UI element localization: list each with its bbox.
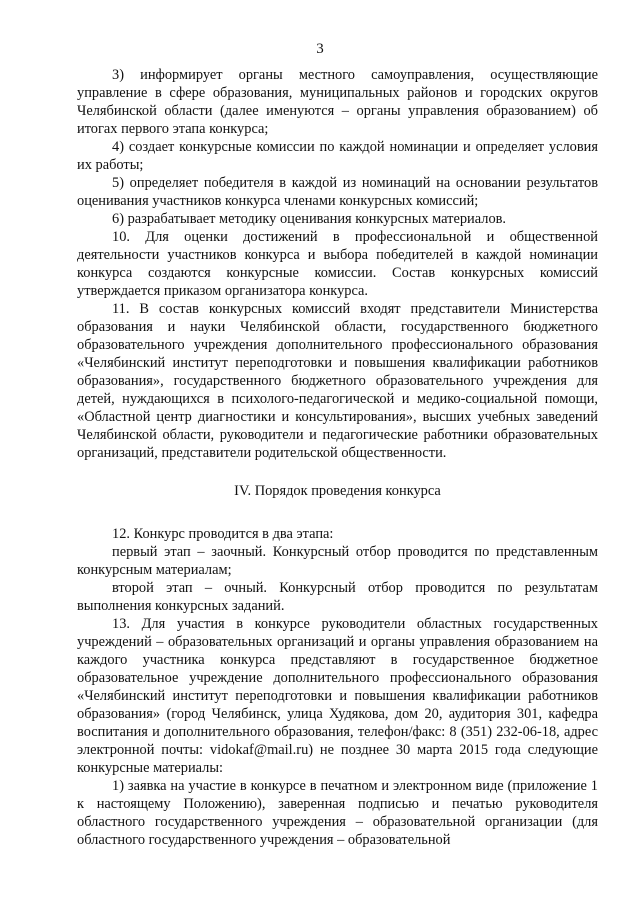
paragraph-clause-13: 13. Для участия в конкурсе руководители областных государственных учреждений – образовательных организаций и органы управления образованием на каждого участника конкурса представляют в государственное бюджетное образовательное учреждение дополнительного профессионального образования «Челябинский институт переподготовки и повышения квалификации работников образования» (город Челябинск, улица Худякова, дом 20, аудитория 301, кафедра воспитания и дополнительного образования, телефон/факс: 8 (351) 232-06-18, адрес электронной почты: vidokaf@mail.ru) не позднее 30 марта 2015 года следующие конкурсные материалы: xyxy=(77,616,598,776)
paragraph-item-4: 4) создает конкурсные комиссии по каждой номинации и определяет условия их работы; xyxy=(77,139,598,173)
paragraph-item-5: 5) определяет победителя в каждой из номинаций на основании результатов оценивания участников конкурса членами конкурсных комиссий; xyxy=(77,175,598,209)
paragraph-first-stage: первый этап – заочный. Конкурсный отбор проводится по представленным конкурсным материалам; xyxy=(77,544,598,578)
paragraph-clause-10: 10. Для оценки достижений в профессиональной и общественной деятельности участников конкурса и выбора победителей в каждой номинации конкурса создаются конкурсные комиссии. Состав конкурсных комиссий утверждается приказом организатора конкурса. xyxy=(77,229,598,299)
document-body xyxy=(77,66,598,849)
paragraph-item-3: 3) информирует органы местного самоуправления, осуществляющие управление в сфере образования, муниципальных районов и городских округов Челябинской области (далее именуются – органы управления образованием) об итогах первого этапа конкурса; xyxy=(77,67,598,137)
section-heading: IV. Порядок проведения конкурса xyxy=(234,483,441,499)
paragraph-clause-12: 12. Конкурс проводится в два этапа: xyxy=(112,526,334,542)
paragraph-item-6: 6) разрабатывает методику оценивания конкурсных материалов. xyxy=(112,211,507,227)
paragraph-clause-11: 11. В состав конкурсных комиссий входят представители Министерства образования и науки Челябинской области, государственного бюджетного образовательного учреждения дополнительного профессионального образования «Челябинский институт переподготовки и повышения квалификации работников образования», государственного бюджетного образовательного учреждения для детей, нуждающихся в психолого-педагогической и медико-социальной помощи, «Областной центр диагностики и консультирования», высших учебных заведений Челябинской области, руководители и педагогические работники образовательных организаций, представители родительской общественности. xyxy=(77,301,598,461)
paragraph-application-item-1: 1) заявка на участие в конкурсе в печатном и электронном виде (приложение 1 к настоящему Положению), заверенная подписью и печатью руководителя областного государственного учреждения – образовательной организации (для областного государственного учреждения – образовательной xyxy=(77,778,598,848)
paragraph-second-stage: второй этап – очный. Конкурсный отбор проводится по результатам выполнения конкурсных заданий. xyxy=(77,580,598,614)
page-number: 3 xyxy=(316,41,324,57)
